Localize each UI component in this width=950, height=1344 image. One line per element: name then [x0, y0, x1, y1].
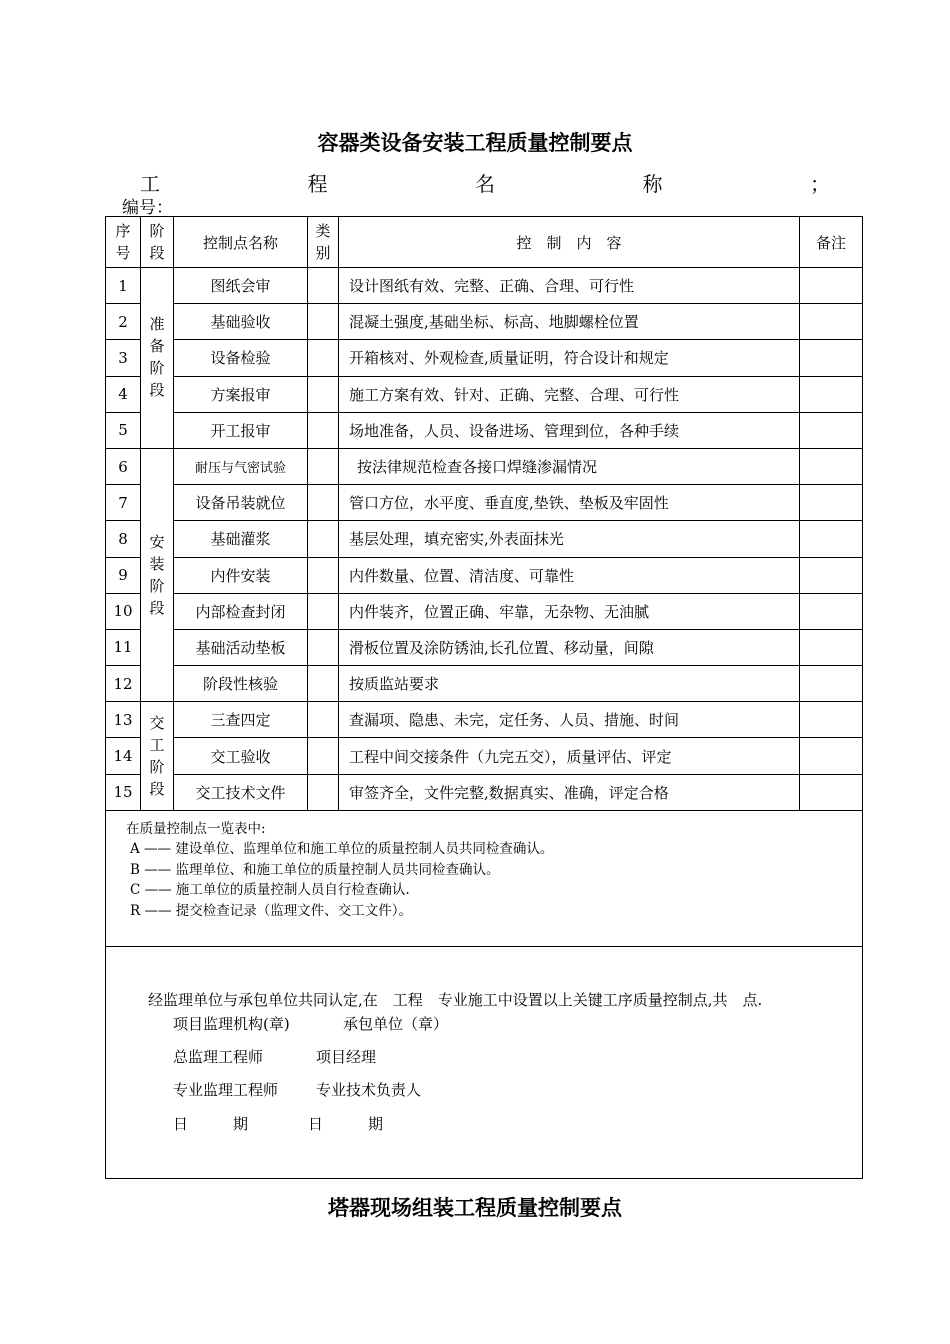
stage-install: 安 装 阶 段: [141, 448, 174, 701]
row-content: 按质监站要求: [339, 666, 800, 702]
row-content: 管口方位，水平度、垂直度,垫铁、垫板及牢固性: [339, 485, 800, 521]
table-row: [106, 521, 863, 557]
row-remark: [800, 521, 863, 557]
table-row: [106, 376, 863, 412]
row-seq: 1: [106, 268, 141, 304]
project-char: ；: [810, 172, 830, 196]
notes-row: [106, 810, 863, 946]
row-category: [308, 340, 339, 376]
specialty-engineer: 专业监理工程师: [173, 1080, 279, 1099]
row-point: 基础活动垫板: [174, 629, 308, 665]
signature-row: [106, 946, 863, 1178]
row-seq: 15: [106, 774, 141, 810]
row-remark: [800, 268, 863, 304]
note-line: R —— 提交检查记录（监理文件、交工文件）。: [130, 902, 412, 919]
project-name-line: [140, 168, 830, 194]
table-row: [106, 738, 863, 774]
row-content: 审签齐全，文件完整,数据真实、准确，评定合格: [339, 774, 800, 810]
row-content: 设计图纸有效、完整、正确、合理、可行性: [339, 268, 800, 304]
row-seq: 7: [106, 485, 141, 521]
number-label: 编号：: [122, 198, 173, 218]
project-char: 工: [140, 172, 160, 196]
row-content: 工程中间交接条件（九完五交），质量评估、评定: [339, 738, 800, 774]
row-remark: [800, 340, 863, 376]
row-content: 按法律规范检查各接口焊缝渗漏情况: [339, 448, 800, 484]
row-seq: 9: [106, 557, 141, 593]
row-content: 施工方案有效、针对、正确、完整、合理、可行性: [339, 376, 800, 412]
header-category: 类 别: [308, 217, 339, 268]
next-section-title: 塔器现场组装工程质量控制要点: [328, 1196, 622, 1220]
header-row: [106, 217, 863, 268]
header-stage: 阶 段: [141, 217, 174, 268]
row-point: 基础灌浆: [174, 521, 308, 557]
row-remark: [800, 448, 863, 484]
row-seq: 4: [106, 376, 141, 412]
row-category: [308, 774, 339, 810]
table-row: [106, 268, 863, 304]
row-seq: 13: [106, 702, 141, 738]
row-content: 开箱核对、外观检查,质量证明，符合设计和规定: [339, 340, 800, 376]
row-remark: [800, 702, 863, 738]
table-row: [106, 557, 863, 593]
row-point: 图纸会审: [174, 268, 308, 304]
row-point: 交工验收: [174, 738, 308, 774]
row-seq: 6: [106, 448, 141, 484]
project-char: 称: [642, 172, 663, 196]
row-seq: 8: [106, 521, 141, 557]
date-label: 日 期: [308, 1114, 384, 1133]
row-remark: [800, 738, 863, 774]
table-row: [106, 448, 863, 484]
stage-handover: 交 工 阶 段: [141, 702, 174, 811]
header-point: 控制点名称: [174, 217, 308, 268]
row-point: 三查四定: [174, 702, 308, 738]
row-remark: [800, 557, 863, 593]
note-line: 在质量控制点一览表中:: [126, 820, 266, 837]
row-remark: [800, 774, 863, 810]
row-point: 交工技术文件: [174, 774, 308, 810]
row-seq: 11: [106, 629, 141, 665]
row-point: 设备检验: [174, 340, 308, 376]
row-point: 开工报审: [174, 412, 308, 448]
row-content: 场地准备，人员、设备进场、管理到位，各种手续: [339, 412, 800, 448]
row-category: [308, 738, 339, 774]
row-seq: 5: [106, 412, 141, 448]
note-line: C —— 施工单位的质量控制人员自行检查确认.: [130, 882, 410, 899]
row-category: [308, 412, 339, 448]
row-category: [308, 702, 339, 738]
row-category: [308, 666, 339, 702]
contractor-org: 承包单位（章）: [343, 1014, 449, 1033]
row-category: [308, 268, 339, 304]
row-seq: 3: [106, 340, 141, 376]
table-row: [106, 629, 863, 665]
row-category: [308, 376, 339, 412]
row-seq: 10: [106, 593, 141, 629]
row-content: 滑板位置及涂防锈油,长孔位置、移动量，间隙: [339, 629, 800, 665]
row-remark: [800, 593, 863, 629]
row-category: [308, 485, 339, 521]
project-char: 名: [475, 172, 495, 196]
table-row: [106, 340, 863, 376]
technical-lead: 专业技术负责人: [316, 1080, 422, 1099]
header-content: 控 制 内 容: [339, 217, 800, 268]
row-remark: [800, 666, 863, 702]
row-point: 内件安装: [174, 557, 308, 593]
row-point: 阶段性核验: [174, 666, 308, 702]
row-remark: [800, 304, 863, 340]
document-title: 容器类设备安装工程质量控制要点: [317, 131, 633, 155]
table-row: [106, 485, 863, 521]
row-point: 方案报审: [174, 376, 308, 412]
row-category: [308, 521, 339, 557]
row-category: [308, 304, 339, 340]
legend-notes: [106, 810, 863, 946]
table-row: [106, 666, 863, 702]
table-row: [106, 774, 863, 810]
header-remark: 备注: [800, 217, 863, 268]
row-category: [308, 448, 339, 484]
row-seq: 12: [106, 666, 141, 702]
row-seq: 2: [106, 304, 141, 340]
row-content: 内件数量、位置、清洁度、可靠性: [339, 557, 800, 593]
project-manager: 项目经理: [316, 1047, 377, 1066]
header-seq: 序 号: [106, 217, 141, 268]
date-label: 日 期: [173, 1114, 249, 1133]
project-char: 程: [307, 172, 328, 196]
chief-engineer: 总监理工程师: [173, 1047, 264, 1066]
row-remark: [800, 376, 863, 412]
row-content: 混凝土强度,基础坐标、标高、地脚螺栓位置: [339, 304, 800, 340]
row-category: [308, 593, 339, 629]
row-content: 基层处理，填充密实,外表面抹光: [339, 521, 800, 557]
table-row: [106, 593, 863, 629]
note-line: B —— 监理单位、和施工单位的质量控制人员共同检查确认。: [130, 861, 500, 878]
table-row: [106, 702, 863, 738]
control-points-table: [105, 216, 863, 1179]
row-seq: 14: [106, 738, 141, 774]
table-row: [106, 304, 863, 340]
row-remark: [800, 412, 863, 448]
row-content: 查漏项、隐患、未完，定任务、人员、措施、时间: [339, 702, 800, 738]
row-category: [308, 629, 339, 665]
signature-block: [106, 946, 863, 1178]
row-point: 内部检查封闭: [174, 593, 308, 629]
row-point: 设备吊装就位: [174, 485, 308, 521]
table-row: [106, 412, 863, 448]
row-remark: [800, 629, 863, 665]
row-content: 内件装齐，位置正确、牢靠，无杂物、无油腻: [339, 593, 800, 629]
note-line: A —— 建设单位、监理单位和施工单位的质量控制人员共同检查确认。: [130, 841, 554, 858]
statement: 经监理单位与承包单位共同认定,在 工程 专业施工中设置以上关键工序质量控制点,共 点.: [148, 990, 763, 1009]
row-remark: [800, 485, 863, 521]
row-point: 基础验收: [174, 304, 308, 340]
stage-prep: 准 备 阶 段: [141, 268, 174, 449]
supervisor-org: 项目监理机构(章): [173, 1014, 290, 1033]
row-point: 耐压与气密试验: [174, 448, 308, 484]
row-category: [308, 557, 339, 593]
